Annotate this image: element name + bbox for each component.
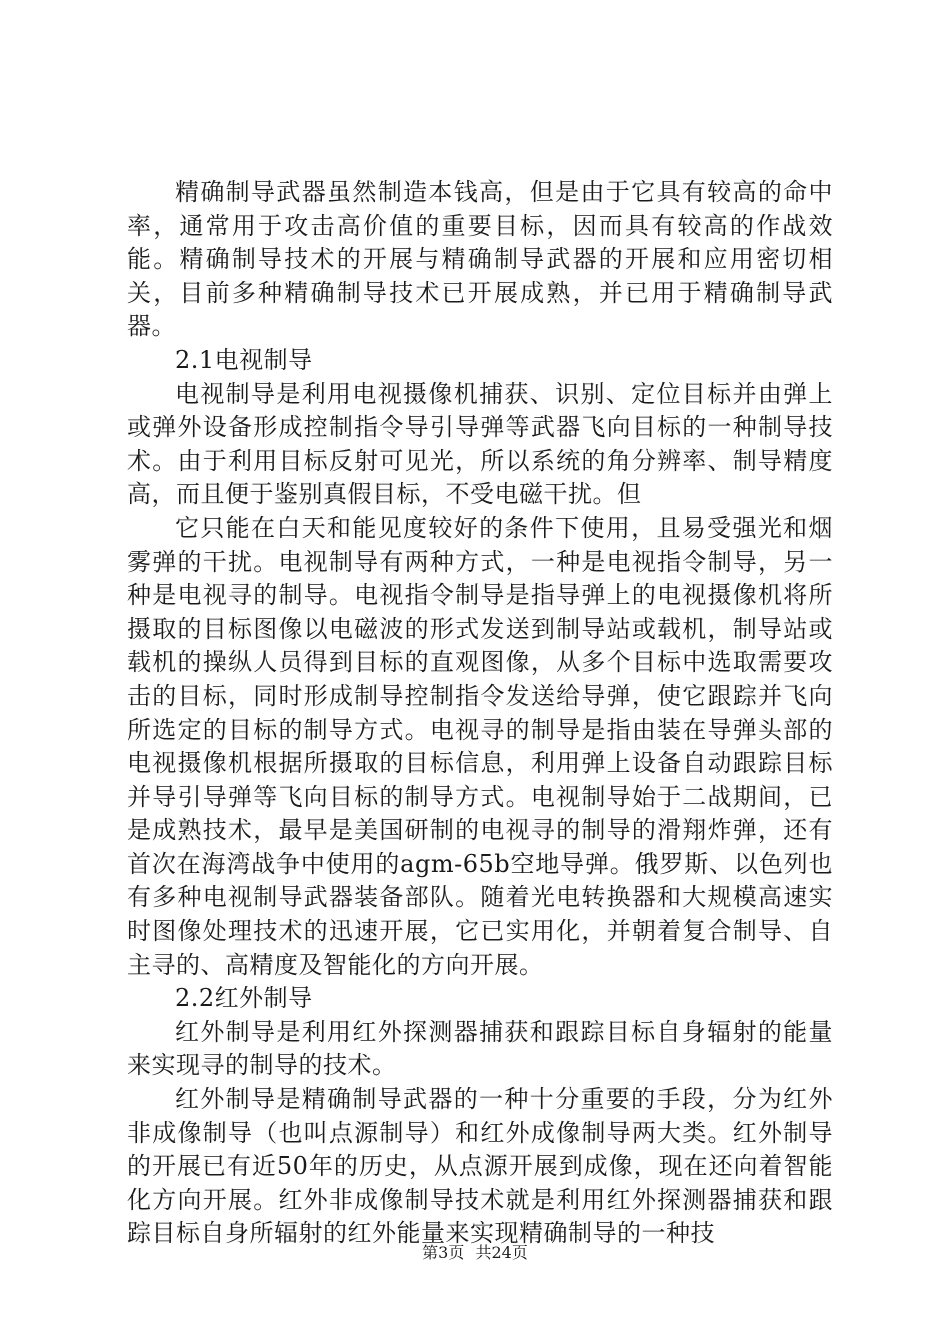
paragraph-tv-guidance-definition: 电视制导是利用电视摄像机捕获、识别、定位目标并由弹上或弹外设备形成控制指令导引导弹等武器飞向目标的一种制导技术。由于利用目标反射可见光，所以系统的角分辨率、制导精度高，而且便于鉴别真假目标，不受电磁干扰。但: [127, 379, 833, 509]
section-heading-tv-guidance: 2.1电视制导: [175, 345, 313, 374]
page-number: 第3页: [422, 1243, 465, 1262]
document-body: [127, 176, 833, 1251]
page-total: 共24页: [475, 1243, 528, 1262]
paragraph-infrared-definition: 红外制导是利用红外探测器捕获和跟踪目标自身辐射的能量来实现寻的制导的技术。: [127, 1017, 833, 1080]
section-heading-infrared-guidance: 2.2红外制导: [175, 984, 313, 1013]
paragraph-infrared-details: 红外制导是精确制导武器的一种十分重要的手段，分为红外非成像制导（也叫点源制导）和红外成像制导两大类。红外制导的开展已有近50年的历史，从点源开展到成像，现在还向着智能化方向开展。红外非成像制导技术就是利用红外探测器捕获和跟踪目标自身所辐射的红外能量来实现精确制导的一种技: [127, 1085, 833, 1248]
paragraph-intro: 精确制导武器虽然制造本钱高，但是由于它具有较高的命中率，通常用于攻击高价值的重要目标，因而具有较高的作战效能。精确制导技术的开展与精确制导武器的开展和应用密切相关，目前多种精确制导技术已开展成熟，并已用于精确制导武器。: [127, 178, 833, 341]
page-footer: [0, 1243, 950, 1263]
paragraph-tv-guidance-details: 它只能在白天和能见度较好的条件下使用，且易受强光和烟雾弹的干扰。电视制导有两种方式，一种是电视指令制导，另一种是电视寻的制导。电视指令制导是指导弹上的电视摄像机将所摄取的目标图像以电磁波的形式发送到制导站或载机，制导站或载机的操纵人员得到目标的直观图像，从多个目标中选取需要攻击的目标，同时形成制导控制指令发送给导弹，使它跟踪并飞向所选定的目标的制导方式。电视寻的制导是指由装在导弹头部的电视摄像机根据所摄取的目标信息，利用弹上设备自动跟踪目标并导引导弹等飞向目标的制导方式。电视制导始于二战期间，已是成熟技术，最早是美国研制的电视寻的制导的滑翔炸弹，还有首次在海湾战争中使用的agm-65b空地导弹。俄罗斯、以色列也有多种电视制导武器装备部队。随着光电转换器和大规模高速实时图像处理技术的迅速开展，它已实用化，并朝着复合制导、自主寻的、高精度及智能化的方向开展。: [127, 513, 833, 979]
